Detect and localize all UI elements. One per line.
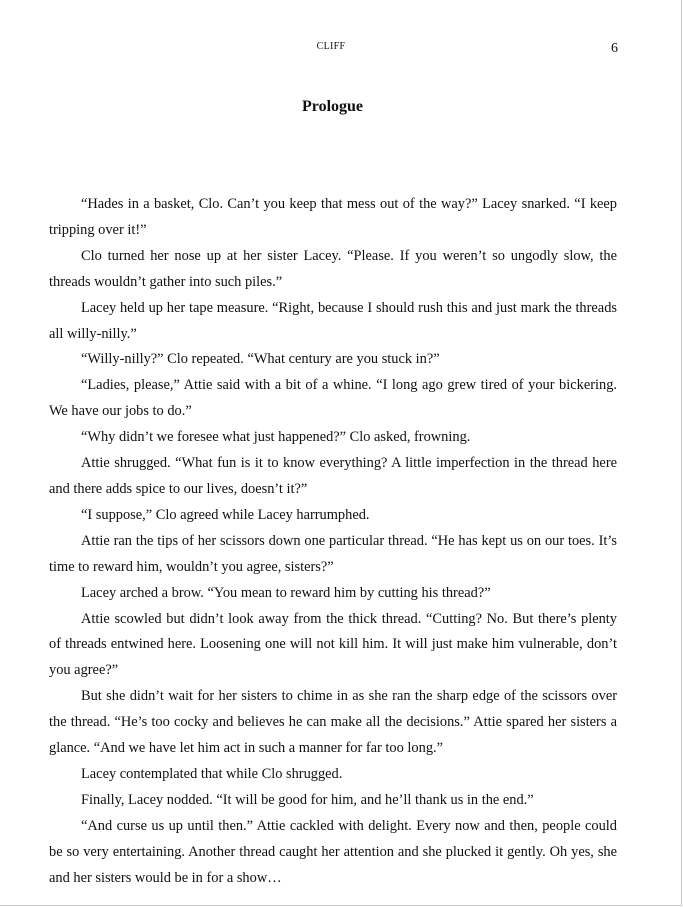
paragraph: Clo turned her nose up at her sister Lacey. “Please. If you weren’t so ungodly slow, the threads wouldn’t gather into such piles.”: [49, 247, 617, 290]
paragraph: Attie ran the tips of her scissors down one particular thread. “He has kept us on our toes. It’s time to reward him, wouldn’t you agree, sisters?”: [49, 532, 617, 575]
paragraph: Finally, Lacey nodded. “It will be good for him, and he’ll thank us in the end.”: [81, 791, 534, 808]
running-head: CLIFF: [316, 41, 346, 52]
paragraph: “Why didn’t we foresee what just happened?” Clo asked, frowning.: [81, 429, 471, 446]
paragraph: But she didn’t wait for her sisters to chime in as she ran the sharp edge of the scissors over the thread. “He’s too cocky and believes he can make all the decisions.” Attie spared her sisters a glance. “And we have let him act in such a manner for far too long.”: [49, 688, 617, 757]
body-text: [49, 192, 617, 891]
paragraph: “I suppose,” Clo agreed while Lacey harrumphed.: [81, 506, 370, 523]
paragraph: Lacey contemplated that while Clo shrugged.: [81, 765, 343, 782]
paragraph: Attie scowled but didn’t look away from the thick thread. “Cutting? No. But there’s plenty of threads entwined here. Loosening one will not kill him. It will just make him vulnerable, don’t you agree?”: [49, 610, 617, 679]
paragraph: “Willy-nilly?” Clo repeated. “What century are you stuck in?”: [81, 351, 440, 368]
paragraph: Lacey held up her tape measure. “Right, because I should rush this and just mark the threads all willy-nilly.”: [49, 299, 617, 342]
paragraph: “And curse us up until then.” Attie cackled with delight. Every now and then, people could be so very entertaining. Another thread caught her attention and she plucked it gently. Oh yes, she and her sisters would be in for a show…: [49, 817, 617, 886]
page-number: 6: [611, 41, 618, 56]
paragraph: “Hades in a basket, Clo. Can’t you keep that mess out of the way?” Lacey snarked. “I keep tripping over it!”: [49, 196, 617, 238]
paragraph: “Ladies, please,” Attie said with a bit of a whine. “I long ago grew tired of your bickering. We have our jobs to do.”: [49, 377, 617, 420]
paragraph: Lacey arched a brow. “You mean to reward him by cutting his thread?”: [81, 584, 491, 601]
chapter-title: Prologue: [301, 98, 364, 115]
paragraph: Attie shrugged. “What fun is it to know everything? A little imperfection in the thread here and there adds spice to our lives, doesn’t it?”: [49, 455, 617, 497]
